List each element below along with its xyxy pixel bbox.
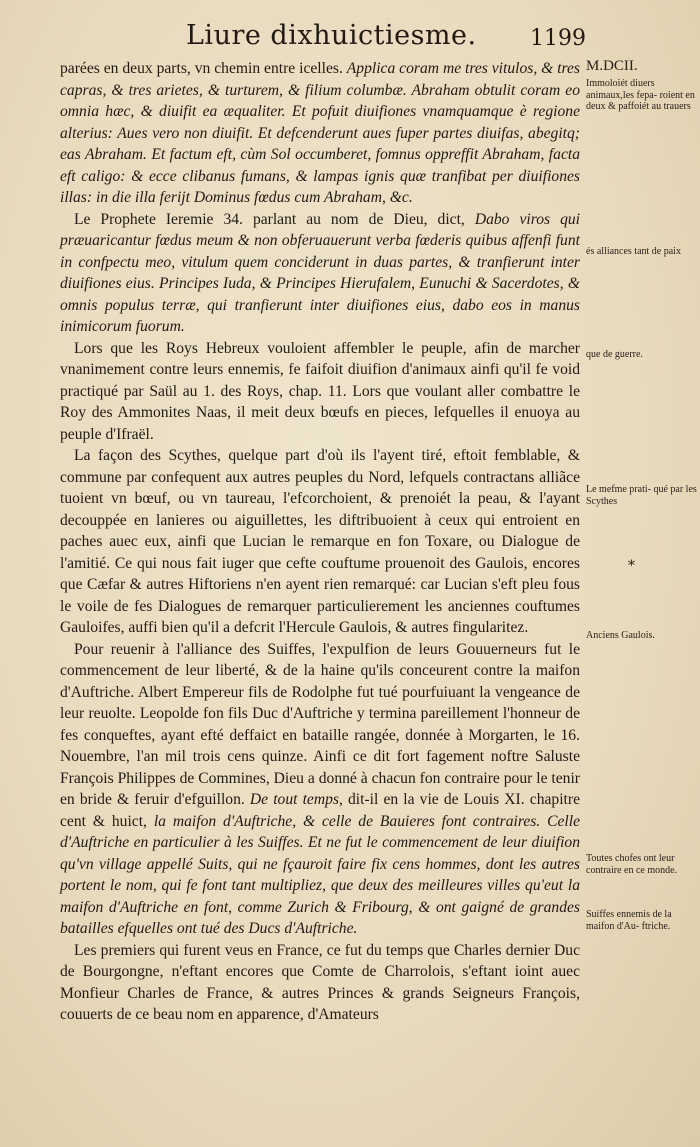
margin-year: M.DCII.: [586, 58, 638, 74]
page-number: 1199: [530, 26, 586, 51]
main-text-column: [60, 58, 580, 1026]
text-run: Le Prophete Ieremie 34. parlant au nom de Dieu, dict,: [74, 210, 475, 228]
italic-quotation: Dabo viros qui præuaricantur fœdus meum & non obferuauerunt verba fœderis quibus affenfi funt in confpectu meo, vitulum quem conciderunt in duas partes, & tranfierunt inter diuifiones eius. Principes Iuda, & Principes Hierufalem, Eunuchi & Sacerdotes, & omnis populus terræ, qui tranfierunt inter diuifiones eius, dabo eos in manus inimicorum fuorum.: [60, 210, 580, 335]
margin-note-contraires: Toutes chofes ont leur contraire en ce monde.: [586, 853, 678, 876]
italic-quotation: la maifon d'Auftriche, & celle de Bauieres font contraires. Celle d'Auftriche en particulier à les Suiffes. Et ne fut le commencement de leur diuifion qu'vn village appellé Suits, qui ne fçauroit faire fix cens hommes, dont les autres portent le nom, qui fe font tant multipliez, que deux des meilleures villes qu'eut la maifon d'Auftriche en font, comme Zurich & Fribourg, & ont gaigné de grandes batailles efquelles ont tué des Ducs d'Auftriche.: [60, 812, 580, 937]
text-run: parées en deux parts, vn chemin entre icelles.: [60, 60, 347, 77]
italic-quotation: De tout temps: [249, 791, 339, 808]
text-run: La façon des Scythes, quelque part d'où ils l'ayent tiré, eftoit femblable, & commune par confequent aux autres peuples du Nord, lefquels contractans alliãce tuoient vn bœuf, ou vn taureau, l'efcorchoient, & prenoiét la peau, & l'ayant decouppée en lanieres ou aiguillettes, les diftribuoient à ceux qui entroient en paches auec eux, ainfi que Lucian le remarque en fon Toxare, ou Dialogue de l'amitié. Ce qui nous fait iuger que cefte couftume prouenoit des Gaulois, encores que Cæfar & autres Hiftoriens n'en ayent rien remarqué: car Lucian s'eft pleu fous le voile de fes Dialogues de remarquer particulierement les anciennes couftumes Gauloifes, auffi bien qu'il a defcrit l'Hercule Gaulois, & autres fingularitez.: [60, 447, 580, 636]
text-run: Lors que les Roys Hebreux vouloient affembler le peuple, afin de marcher vnanimement contre leurs ennemis, fe faifoit diuifion d'animaux ainfi qu'il fe void practiqué par Saül au 1. des Roys, chap. 11. Lors que voulant aller combattre le Roy des Ammonites Naas, il meit deux bœufs en pieces, lefquelles il enuoya au peuple d'Ifraël.: [60, 339, 580, 443]
paragraph-p3: [60, 338, 580, 446]
margin-note-gaulois: Anciens Gaulois.: [586, 630, 655, 641]
italic-quotation: Applica coram me tres vitulos, & tres capras, & tres arietes, & turturem, & filium columbæ. Abraham obtulit coram eo omnia hæc, & diuifit ea æqualiter. Et pofuit diuifiones vnamquamque è regione alterius: Aues vero non diuifit. Et defcenderunt aues fuper partes diuifas, abegitq; eas Abraham. Et factum eft, cùm Sol occumberet, fomnus oppreffit Abraham, facta eft caligo: & ecce clibanus fumans, & lampas ignis quæ tranfibat per diuifiones illas: in die illa ferijt Dominus fœdus cum Abraham, &c.: [60, 60, 581, 206]
paragraph-p5: [60, 639, 580, 940]
running-title: Liure dixhuictiesme.: [186, 20, 477, 51]
page-header: [0, 16, 700, 56]
paragraph-p6: [60, 940, 580, 1026]
margin-asterisk: *: [628, 558, 635, 574]
margin-note-scythes: Le mefme prati- qué par les Scythes: [586, 484, 697, 507]
margin-note-alliances: és alliances tant de paix: [586, 246, 681, 257]
paragraph-p4: [60, 445, 580, 639]
text-run: , dit-il en la vie de Louis XI. chapitre cent & huict,: [60, 791, 580, 830]
text-run: Les premiers qui furent veus en France, ce fut du temps que Charles dernier Duc de Bourgongne, n'eftant encores que Comte de Charrolois, s'eftant ioint auec Monfieur Charles de France, & autres Princes & grands Seigneurs François, couuerts de ce beau nom en apparence, d'Amateurs: [60, 941, 580, 1023]
margin-note-suisses: Suiffes ennemis de la maifon d'Au- ftriche.: [586, 909, 672, 932]
paragraph-p2: [60, 209, 580, 338]
text-run: Pour reuenir à l'alliance des Suiffes, l'expulfion de leurs Gouuerneurs fut le commencement de leur liberté, & de la haine qu'ils conceurent contre la maifon d'Auftriche. Albert Empereur fils de Rodolphe fut tué pourfuiuant la vengeance de leur reuolte. Leopolde fon fils Duc d'Auftriche y termina pareillement l'honneur de fes conqueftes, ayant efté deffaict en bataille rangée, donnée à Morgarten, le 16. Nouembre, l'an mil trois cens quinze. Ainfi ce dit fort fagement noftre Saluste François Philippes de Commines, Dieu a donné à chacun fon contraire pour le tenir en bride & feruir d'efguillon.: [60, 640, 580, 808]
margin-note-sacrifice: Immoloiét diuers animaux,les fepa- roient en deux & paffoiét au trauers: [586, 78, 695, 112]
paragraph-p1: [60, 58, 580, 209]
margin-note-war: que de guerre.: [586, 349, 643, 360]
